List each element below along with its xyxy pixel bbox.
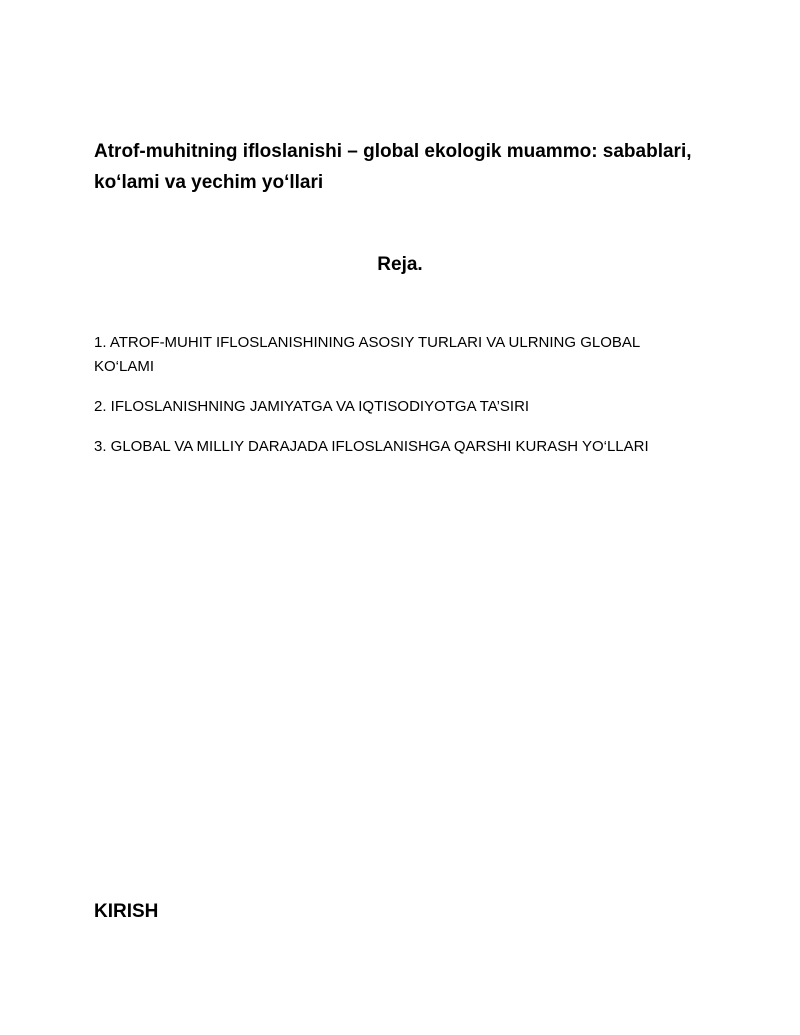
- plan-item-2: 2. IFLOSLANISHNING JAMIYATGA VA IQTISODIYOTGA TA’SIRI: [94, 398, 530, 415]
- section-heading-introduction: KIRISH: [94, 901, 159, 922]
- document-title: Atrof-muhitning ifloslanishi – global ekologik muammo: sabablari, ko‘lami va yechim yo‘llari: [94, 141, 692, 193]
- plan-heading: Reja.: [377, 254, 423, 275]
- plan-item-3: 3. GLOBAL VA MILLIY DARAJADA IFLOSLANISHGA QARSHI KURASH YO‘LLARI: [94, 438, 649, 455]
- plan-item-1: 1. ATROF-MUHIT IFLOSLANISHINING ASOSIY TURLARI VA ULRNING GLOBAL KO‘LAMI: [94, 334, 640, 375]
- plan-list: [94, 331, 694, 475]
